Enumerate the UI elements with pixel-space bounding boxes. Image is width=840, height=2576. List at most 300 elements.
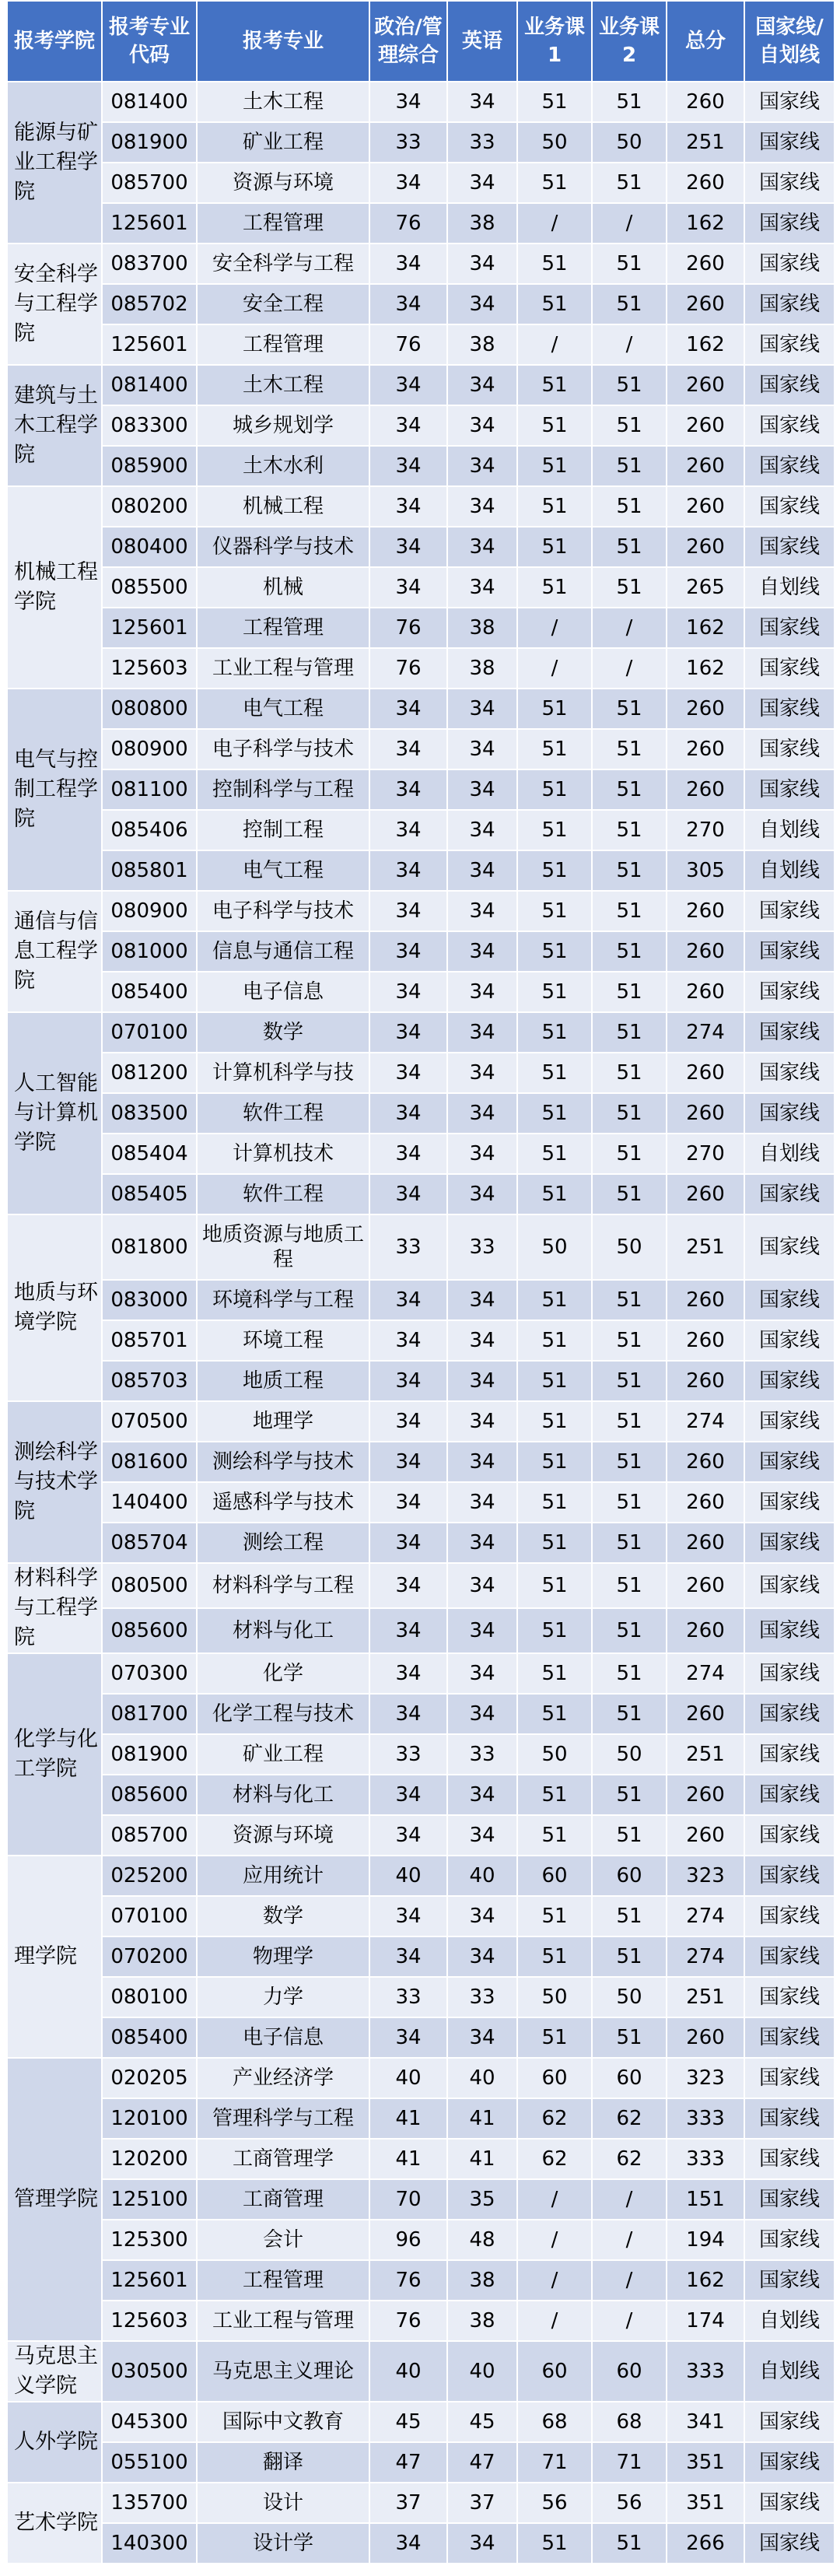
- table-row: [7, 1361, 835, 1401]
- major-code: 085404: [102, 1134, 197, 1174]
- major-code: 055100: [102, 2442, 197, 2483]
- subject2-score: 51: [592, 163, 667, 203]
- politics-score: 96: [369, 2220, 447, 2260]
- total-score: 260: [667, 1482, 744, 1523]
- major-code: 080400: [102, 527, 197, 567]
- table-row: [7, 2179, 835, 2220]
- table-row: [7, 163, 835, 203]
- total-score: 270: [667, 810, 744, 850]
- table-row: [7, 1442, 835, 1482]
- subject2-score: 51: [592, 284, 667, 324]
- subject1-score: 51: [517, 1134, 592, 1174]
- header-college: 报考学院: [7, 1, 102, 82]
- subject1-score: 51: [517, 931, 592, 972]
- english-score: 34: [447, 1053, 517, 1093]
- english-score: 38: [447, 203, 517, 244]
- total-score: 260: [667, 2017, 744, 2058]
- subject1-score: 51: [517, 972, 592, 1012]
- english-score: 47: [447, 2442, 517, 2483]
- major-code: 081400: [102, 365, 197, 405]
- subject2-score: /: [592, 608, 667, 648]
- table-row: [7, 1280, 835, 1320]
- major-code: 083500: [102, 1093, 197, 1134]
- politics-score: 34: [369, 163, 447, 203]
- table-row: [7, 1694, 835, 1734]
- line-type: 国家线: [744, 486, 835, 527]
- table-row: [7, 1053, 835, 1093]
- table-row: [7, 2139, 835, 2179]
- major-name: 地质资源与地质工程: [197, 1214, 369, 1280]
- total-score: 151: [667, 2179, 744, 2220]
- politics-score: 70: [369, 2179, 447, 2220]
- major-code: 085405: [102, 1174, 197, 1214]
- major-code: 083000: [102, 1280, 197, 1320]
- subject1-score: 68: [517, 2402, 592, 2442]
- english-score: 34: [447, 1442, 517, 1482]
- total-score: 260: [667, 1775, 744, 1815]
- major-name: 遥感科学与技术: [197, 1482, 369, 1523]
- subject2-score: 51: [592, 1563, 667, 1608]
- college-cell: 电气与控制工程学院: [7, 689, 102, 891]
- subject2-score: 60: [592, 2058, 667, 2098]
- major-code: 085702: [102, 284, 197, 324]
- major-name: 管理科学与工程: [197, 2098, 369, 2139]
- politics-score: 34: [369, 769, 447, 810]
- major-name: 设计: [197, 2483, 369, 2523]
- line-type: 国家线: [744, 2402, 835, 2442]
- major-name: 软件工程: [197, 1093, 369, 1134]
- politics-score: 34: [369, 1053, 447, 1093]
- subject1-score: 51: [517, 1012, 592, 1053]
- politics-score: 40: [369, 2341, 447, 2402]
- politics-score: 40: [369, 2058, 447, 2098]
- major-name: 工商管理: [197, 2179, 369, 2220]
- line-type: 国家线: [744, 1608, 835, 1653]
- politics-score: 34: [369, 1482, 447, 1523]
- score-table: [6, 0, 835, 2564]
- english-score: 34: [447, 1134, 517, 1174]
- politics-score: 34: [369, 486, 447, 527]
- subject2-score: 51: [592, 446, 667, 486]
- major-code: 081400: [102, 82, 197, 122]
- table-row: [7, 1563, 835, 1608]
- subject1-score: /: [517, 2179, 592, 2220]
- subject1-score: 51: [517, 527, 592, 567]
- major-code: 030500: [102, 2341, 197, 2402]
- table-row: [7, 527, 835, 567]
- major-code: 081900: [102, 1734, 197, 1775]
- table-row: [7, 2402, 835, 2442]
- line-type: 国家线: [744, 244, 835, 284]
- total-score: 260: [667, 891, 744, 931]
- major-name: 会计: [197, 2220, 369, 2260]
- subject2-score: 51: [592, 1280, 667, 1320]
- major-name: 应用统计: [197, 1856, 369, 1896]
- politics-score: 34: [369, 1896, 447, 1936]
- table-row: [7, 365, 835, 405]
- politics-score: 34: [369, 2017, 447, 2058]
- line-type: 国家线: [744, 689, 835, 729]
- major-code: 125601: [102, 324, 197, 365]
- subject2-score: 51: [592, 567, 667, 608]
- table-body: [7, 82, 835, 2564]
- major-name: 测绘科学与技术: [197, 1442, 369, 1482]
- politics-score: 34: [369, 850, 447, 891]
- major-name: 工程管理: [197, 324, 369, 365]
- english-score: 34: [447, 891, 517, 931]
- subject1-score: 51: [517, 2523, 592, 2564]
- politics-score: 34: [369, 1563, 447, 1608]
- politics-score: 34: [369, 1174, 447, 1214]
- major-name: 国际中文教育: [197, 2402, 369, 2442]
- subject1-score: 51: [517, 850, 592, 891]
- major-code: 085600: [102, 1608, 197, 1653]
- major-code: 070100: [102, 1012, 197, 1053]
- subject2-score: 50: [592, 1977, 667, 2017]
- english-score: 33: [447, 1214, 517, 1280]
- line-type: 国家线: [744, 203, 835, 244]
- major-code: 070100: [102, 1896, 197, 1936]
- major-name: 工商管理学: [197, 2139, 369, 2179]
- line-type: 国家线: [744, 1977, 835, 2017]
- politics-score: 34: [369, 729, 447, 769]
- subject2-score: 71: [592, 2442, 667, 2483]
- subject2-score: 62: [592, 2139, 667, 2179]
- politics-score: 76: [369, 324, 447, 365]
- line-type: 国家线: [744, 1012, 835, 1053]
- politics-score: 34: [369, 1442, 447, 1482]
- politics-score: 34: [369, 972, 447, 1012]
- major-code: 085801: [102, 850, 197, 891]
- college-cell: 通信与信息工程学院: [7, 891, 102, 1012]
- college-cell: 建筑与土木工程学院: [7, 365, 102, 486]
- total-score: 260: [667, 1608, 744, 1653]
- politics-score: 41: [369, 2098, 447, 2139]
- line-type: 国家线: [744, 608, 835, 648]
- subject1-score: 51: [517, 1442, 592, 1482]
- table-row: [7, 1775, 835, 1815]
- subject1-score: 51: [517, 244, 592, 284]
- english-score: 34: [447, 1815, 517, 1856]
- subject1-score: 60: [517, 2058, 592, 2098]
- english-score: 34: [447, 1174, 517, 1214]
- english-score: 37: [447, 2483, 517, 2523]
- major-name: 材料科学与工程: [197, 1563, 369, 1608]
- subject2-score: 51: [592, 1775, 667, 1815]
- college-cell: 人外学院: [7, 2402, 102, 2483]
- total-score: 260: [667, 1093, 744, 1134]
- english-score: 34: [447, 810, 517, 850]
- table-row: [7, 972, 835, 1012]
- politics-score: 33: [369, 1734, 447, 1775]
- subject1-score: 51: [517, 1280, 592, 1320]
- major-code: 080900: [102, 891, 197, 931]
- total-score: 274: [667, 1896, 744, 1936]
- major-code: 081200: [102, 1053, 197, 1093]
- subject2-score: 51: [592, 1053, 667, 1093]
- table-row: [7, 486, 835, 527]
- subject2-score: 50: [592, 1734, 667, 1775]
- subject1-score: 51: [517, 1896, 592, 1936]
- english-score: 48: [447, 2220, 517, 2260]
- politics-score: 47: [369, 2442, 447, 2483]
- line-type: 国家线: [744, 1482, 835, 1523]
- major-code: 125601: [102, 608, 197, 648]
- table-row: [7, 82, 835, 122]
- subject2-score: 51: [592, 729, 667, 769]
- line-type: 自划线: [744, 567, 835, 608]
- english-score: 34: [447, 1482, 517, 1523]
- major-name: 电子科学与技术: [197, 729, 369, 769]
- subject1-score: 51: [517, 82, 592, 122]
- politics-score: 34: [369, 1936, 447, 1977]
- line-type: 自划线: [744, 1134, 835, 1174]
- subject1-score: 71: [517, 2442, 592, 2483]
- line-type: 国家线: [744, 1775, 835, 1815]
- subject2-score: /: [592, 203, 667, 244]
- politics-score: 34: [369, 1320, 447, 1361]
- politics-score: 34: [369, 1134, 447, 1174]
- subject2-score: /: [592, 648, 667, 689]
- line-type: 国家线: [744, 2179, 835, 2220]
- subject2-score: 51: [592, 1134, 667, 1174]
- subject2-score: 51: [592, 82, 667, 122]
- major-code: 080800: [102, 689, 197, 729]
- total-score: 260: [667, 1523, 744, 1563]
- subject2-score: 51: [592, 2017, 667, 2058]
- subject2-score: 62: [592, 2098, 667, 2139]
- line-type: 自划线: [744, 2301, 835, 2341]
- subject2-score: 68: [592, 2402, 667, 2442]
- major-name: 电气工程: [197, 689, 369, 729]
- line-type: 国家线: [744, 365, 835, 405]
- table-row: [7, 1523, 835, 1563]
- subject2-score: /: [592, 324, 667, 365]
- english-score: 38: [447, 2301, 517, 2341]
- major-name: 工程管理: [197, 203, 369, 244]
- major-code: 081000: [102, 931, 197, 972]
- total-score: 260: [667, 284, 744, 324]
- english-score: 34: [447, 82, 517, 122]
- table-row: [7, 2058, 835, 2098]
- total-score: 351: [667, 2442, 744, 2483]
- table-row: [7, 608, 835, 648]
- line-type: 国家线: [744, 2139, 835, 2179]
- major-code: 085400: [102, 972, 197, 1012]
- total-score: 323: [667, 2058, 744, 2098]
- major-code: 085700: [102, 1815, 197, 1856]
- politics-score: 34: [369, 365, 447, 405]
- subject1-score: 50: [517, 1734, 592, 1775]
- major-code: 125300: [102, 2220, 197, 2260]
- english-score: 34: [447, 931, 517, 972]
- total-score: 323: [667, 1856, 744, 1896]
- subject1-score: /: [517, 2260, 592, 2301]
- line-type: 国家线: [744, 769, 835, 810]
- subject1-score: 51: [517, 567, 592, 608]
- major-name: 软件工程: [197, 1174, 369, 1214]
- total-score: 260: [667, 972, 744, 1012]
- major-name: 土木水利: [197, 446, 369, 486]
- subject1-score: 60: [517, 2341, 592, 2402]
- major-code: 020205: [102, 2058, 197, 2098]
- subject1-score: 51: [517, 1653, 592, 1694]
- english-score: 34: [447, 446, 517, 486]
- line-type: 国家线: [744, 1563, 835, 1608]
- english-score: 34: [447, 1320, 517, 1361]
- table-row: [7, 1936, 835, 1977]
- major-name: 矿业工程: [197, 1734, 369, 1775]
- subject2-score: 51: [592, 1320, 667, 1361]
- english-score: 34: [447, 1012, 517, 1053]
- line-type: 国家线: [744, 324, 835, 365]
- total-score: 266: [667, 2523, 744, 2564]
- major-code: 081900: [102, 122, 197, 163]
- table-row: [7, 810, 835, 850]
- major-code: 125601: [102, 203, 197, 244]
- major-name: 矿业工程: [197, 122, 369, 163]
- total-score: 260: [667, 1320, 744, 1361]
- line-type: 国家线: [744, 122, 835, 163]
- subject1-score: 51: [517, 1523, 592, 1563]
- major-code: 140400: [102, 1482, 197, 1523]
- subject2-score: 51: [592, 1896, 667, 1936]
- subject2-score: 51: [592, 244, 667, 284]
- politics-score: 34: [369, 689, 447, 729]
- major-name: 产业经济学: [197, 2058, 369, 2098]
- major-code: 081600: [102, 1442, 197, 1482]
- major-code: 085500: [102, 567, 197, 608]
- major-name: 数学: [197, 1896, 369, 1936]
- major-name: 电子信息: [197, 972, 369, 1012]
- table-row: [7, 1896, 835, 1936]
- major-name: 机械: [197, 567, 369, 608]
- subject2-score: 51: [592, 850, 667, 891]
- table-row: [7, 1815, 835, 1856]
- subject2-score: 51: [592, 1442, 667, 1482]
- line-type: 国家线: [744, 446, 835, 486]
- english-score: 34: [447, 1523, 517, 1563]
- total-score: 333: [667, 2139, 744, 2179]
- header-major: 报考专业: [197, 1, 369, 82]
- subject1-score: 51: [517, 365, 592, 405]
- college-cell: 马克思主义学院: [7, 2341, 102, 2402]
- major-code: 085600: [102, 1775, 197, 1815]
- politics-score: 34: [369, 284, 447, 324]
- table-row: [7, 850, 835, 891]
- total-score: 351: [667, 2483, 744, 2523]
- major-code: 085700: [102, 163, 197, 203]
- subject2-score: 51: [592, 2523, 667, 2564]
- line-type: 国家线: [744, 2523, 835, 2564]
- table-row: [7, 446, 835, 486]
- politics-score: 34: [369, 2523, 447, 2564]
- line-type: 国家线: [744, 2058, 835, 2098]
- line-type: 国家线: [744, 648, 835, 689]
- subject1-score: 51: [517, 163, 592, 203]
- subject2-score: 51: [592, 1608, 667, 1653]
- english-score: 35: [447, 2179, 517, 2220]
- total-score: 274: [667, 1012, 744, 1053]
- politics-score: 40: [369, 1856, 447, 1896]
- politics-score: 33: [369, 1214, 447, 1280]
- politics-score: 41: [369, 2139, 447, 2179]
- major-name: 电子科学与技术: [197, 891, 369, 931]
- major-code: 081800: [102, 1214, 197, 1280]
- line-type: 国家线: [744, 1442, 835, 1482]
- major-code: 135700: [102, 2483, 197, 2523]
- line-type: 国家线: [744, 1896, 835, 1936]
- table-row: [7, 1174, 835, 1214]
- politics-score: 34: [369, 1280, 447, 1320]
- english-score: 34: [447, 244, 517, 284]
- total-score: 251: [667, 1214, 744, 1280]
- subject1-score: 51: [517, 689, 592, 729]
- politics-score: 34: [369, 567, 447, 608]
- major-code: 085900: [102, 446, 197, 486]
- total-score: 274: [667, 1401, 744, 1442]
- major-name: 材料与化工: [197, 1775, 369, 1815]
- line-type: 国家线: [744, 972, 835, 1012]
- total-score: 270: [667, 1134, 744, 1174]
- line-type: 国家线: [744, 1320, 835, 1361]
- major-name: 工业工程与管理: [197, 648, 369, 689]
- table-row: [7, 2442, 835, 2483]
- subject1-score: 51: [517, 486, 592, 527]
- major-name: 土木工程: [197, 82, 369, 122]
- english-score: 34: [447, 284, 517, 324]
- subject1-score: 56: [517, 2483, 592, 2523]
- subject1-score: 51: [517, 891, 592, 931]
- total-score: 251: [667, 122, 744, 163]
- table-row: [7, 1653, 835, 1694]
- table-row: [7, 1401, 835, 1442]
- table-row: [7, 729, 835, 769]
- subject2-score: /: [592, 2179, 667, 2220]
- line-type: 自划线: [744, 810, 835, 850]
- table-row: [7, 2483, 835, 2523]
- total-score: 260: [667, 1361, 744, 1401]
- total-score: 162: [667, 2260, 744, 2301]
- major-name: 计算机技术: [197, 1134, 369, 1174]
- major-name: 工程管理: [197, 608, 369, 648]
- subject1-score: 51: [517, 1694, 592, 1734]
- english-score: 34: [447, 1936, 517, 1977]
- line-type: 国家线: [744, 1936, 835, 1977]
- politics-score: 34: [369, 1523, 447, 1563]
- major-code: 081700: [102, 1694, 197, 1734]
- subject1-score: 51: [517, 1775, 592, 1815]
- english-score: 38: [447, 324, 517, 365]
- major-name: 资源与环境: [197, 1815, 369, 1856]
- subject1-score: 51: [517, 1320, 592, 1361]
- header-line-type: 国家线/自划线: [744, 1, 835, 82]
- major-code: 081100: [102, 769, 197, 810]
- college-cell: 地质与环境学院: [7, 1214, 102, 1401]
- subject1-score: 62: [517, 2139, 592, 2179]
- line-type: 国家线: [744, 1815, 835, 1856]
- english-score: 34: [447, 567, 517, 608]
- politics-score: 34: [369, 1775, 447, 1815]
- politics-score: 45: [369, 2402, 447, 2442]
- line-type: 国家线: [744, 2098, 835, 2139]
- subject1-score: 51: [517, 1361, 592, 1401]
- subject1-score: 51: [517, 1563, 592, 1608]
- subject1-score: /: [517, 608, 592, 648]
- header-row: [7, 1, 835, 82]
- header-major-code: 报考专业代码: [102, 1, 197, 82]
- total-score: 305: [667, 850, 744, 891]
